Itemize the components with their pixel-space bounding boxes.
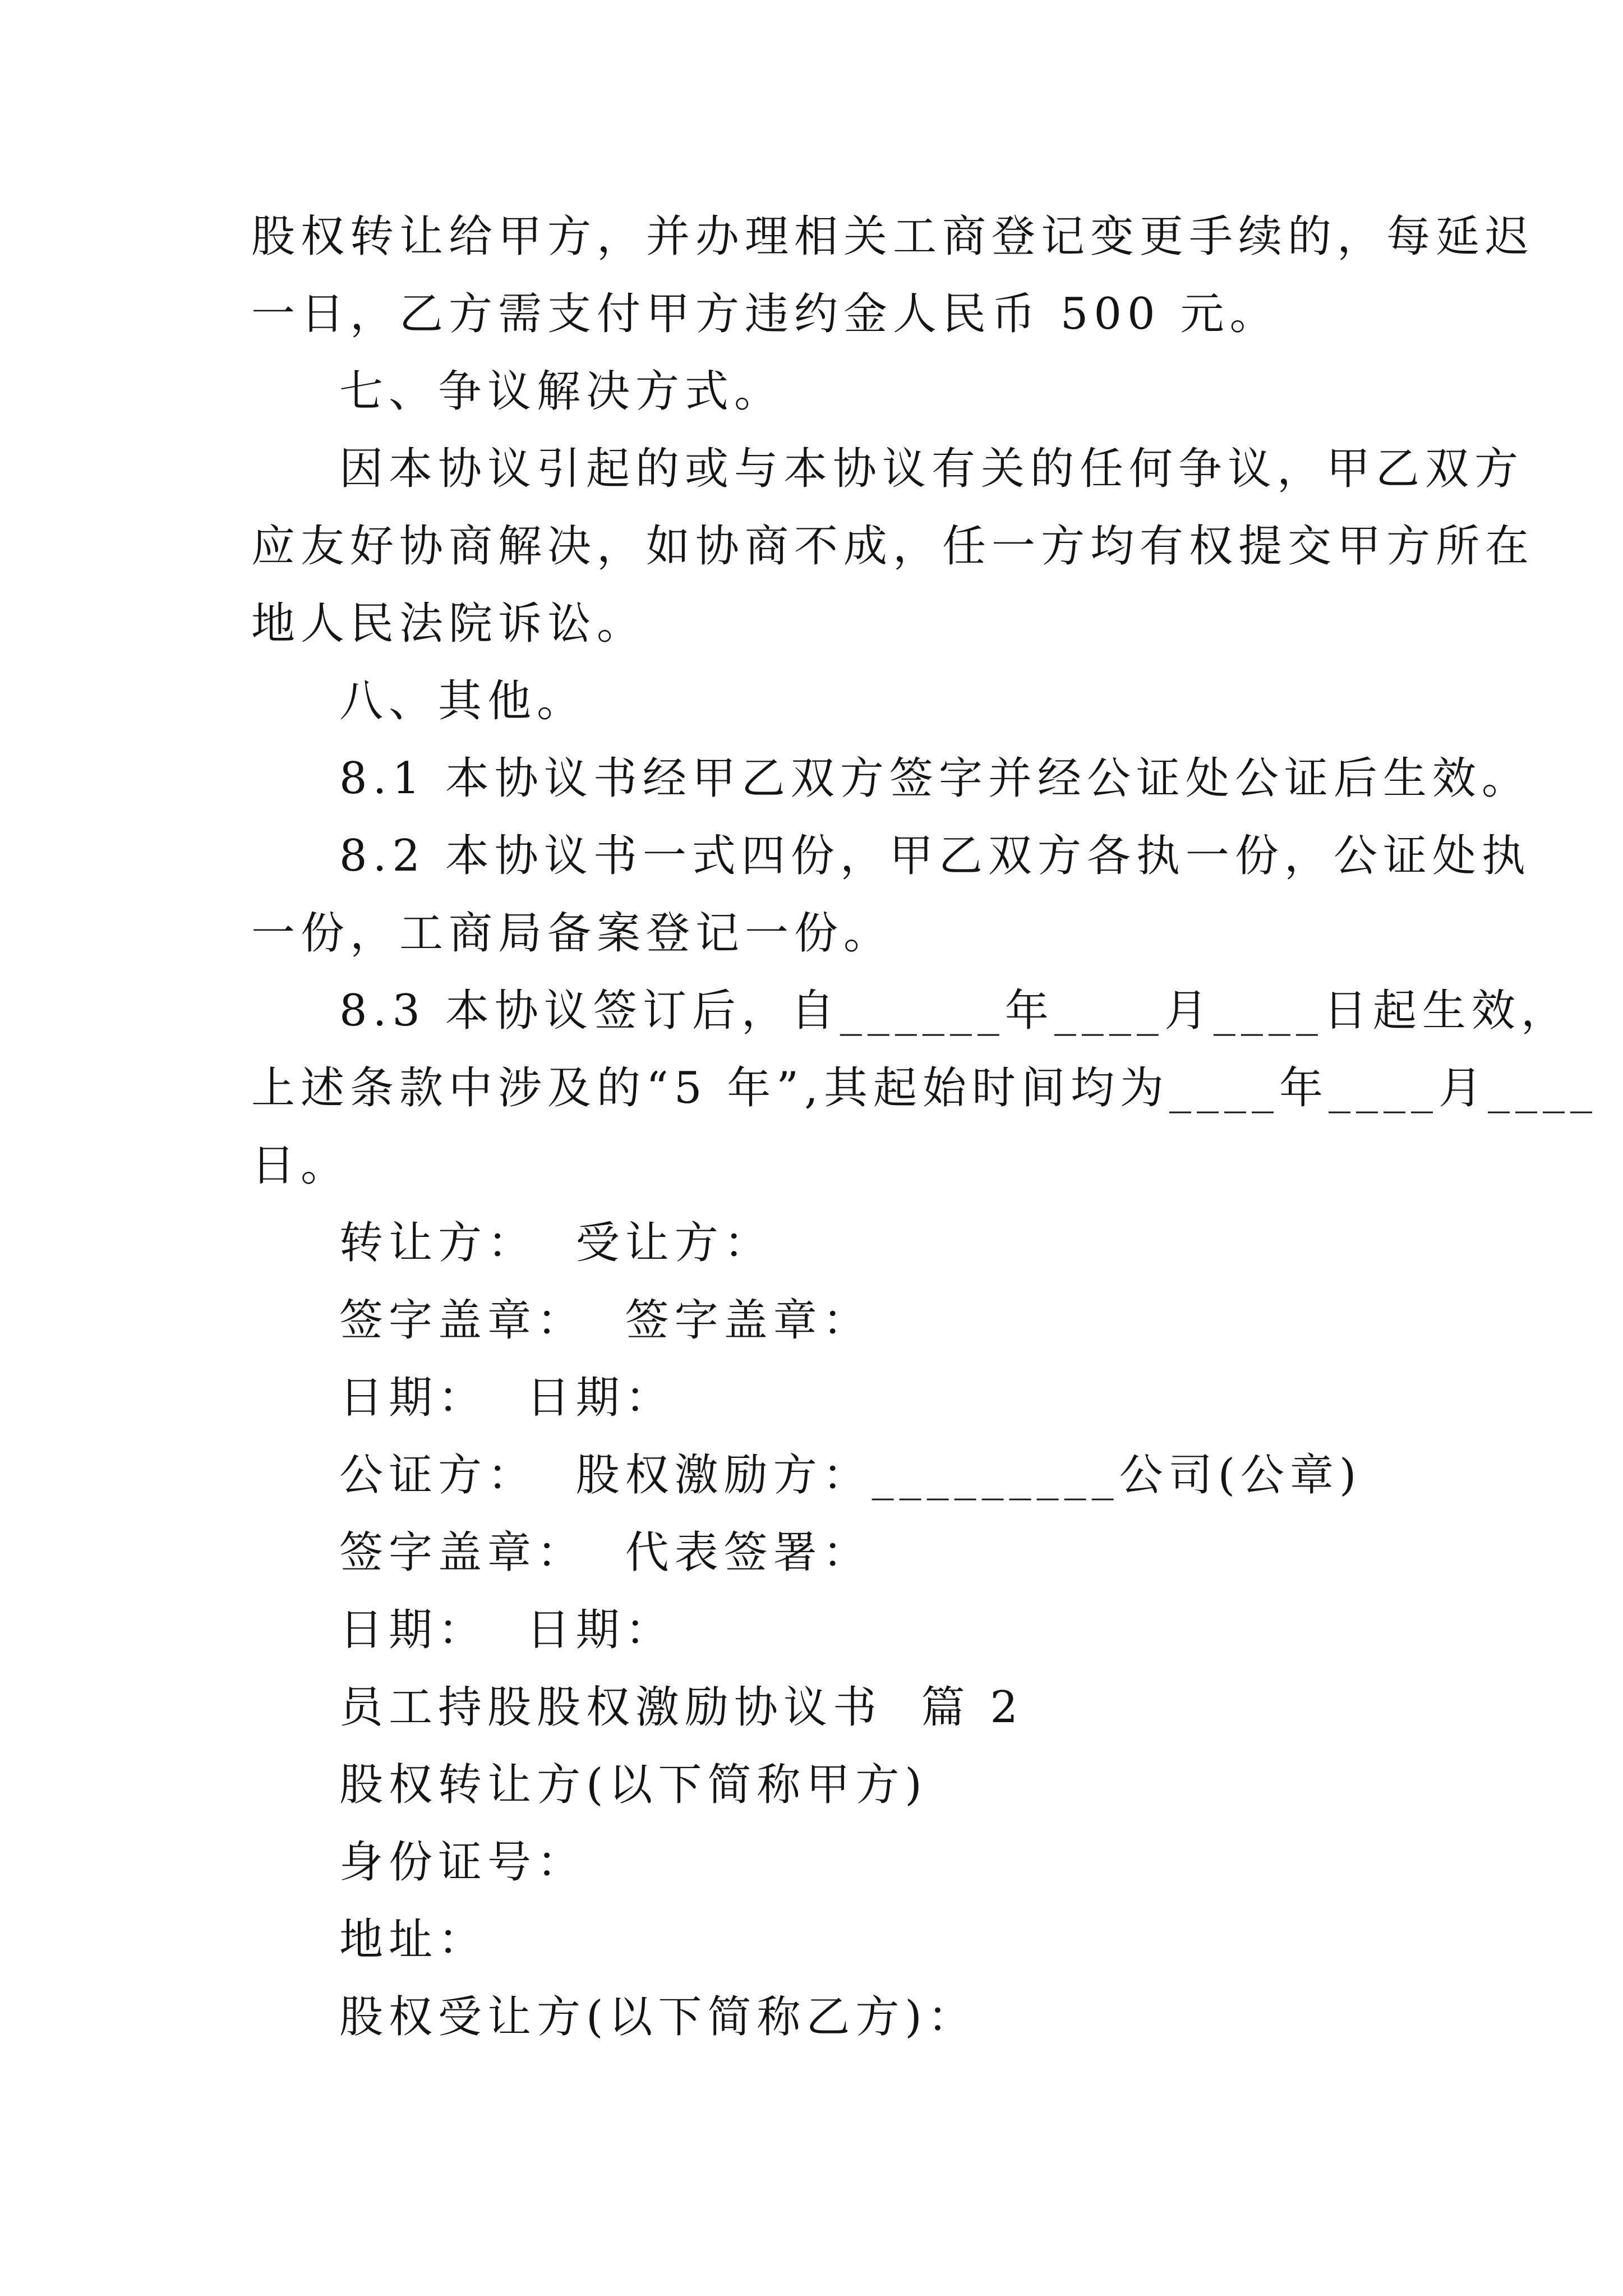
section-heading-8: 八、其他。	[339, 676, 587, 726]
signature-parties: 转让方： 受让方：	[339, 1218, 773, 1268]
address-label: 地址：	[339, 1915, 488, 1965]
clause-8-1: 8.1 本协议书经甲乙双方签字并经公证处公证后生效。	[339, 753, 1531, 804]
clause-8-2: 8.2 本协议书一式四份，甲乙双方各执一份，公证处执	[339, 831, 1531, 881]
section-heading-7: 七、争议解决方式。	[339, 366, 784, 417]
paragraph-line: 地人民法院诉讼。	[251, 599, 647, 649]
notary-date: 日期： 日期：	[339, 1605, 675, 1655]
paragraph-line: 日。	[251, 1140, 351, 1191]
notary-signature: 签字盖章： 代表签署：	[339, 1527, 872, 1578]
notary-party: 公证方： 股权激励方：_________公司(公章)	[339, 1450, 1362, 1501]
paragraph-line: 上述条款中涉及的“5 年”,其起始时间均为____年____月____	[251, 1063, 1598, 1114]
paragraph-line: 因本协议引起的或与本协议有关的任何争议，甲乙双方	[339, 444, 1524, 494]
document-title-part-2: 员工持股股权激励协议书 篇 2	[339, 1682, 1024, 1733]
transferor-label: 股权转让方(以下简称甲方)	[339, 1760, 928, 1810]
paragraph-line: 一份，工商局备案登记一份。	[251, 908, 893, 959]
signature-stamp: 签字盖章： 签字盖章：	[339, 1295, 872, 1346]
clause-8-3: 8.3 本协议签订后，自______年____月____日起生效，	[339, 986, 1570, 1036]
paragraph-line: 应友好协商解决，如协商不成，任一方均有权提交甲方所在	[251, 521, 1535, 572]
paragraph-line: 股权转让给甲方，并办理相关工商登记变更手续的，每延迟	[251, 211, 1535, 262]
paragraph-line: 一日，乙方需支付甲方违约金人民币 500 元。	[251, 289, 1279, 339]
id-number-label: 身份证号：	[339, 1837, 587, 1888]
transferee-label: 股权受让方(以下简称乙方)：	[339, 1992, 977, 2042]
signature-date: 日期： 日期：	[339, 1373, 675, 1423]
